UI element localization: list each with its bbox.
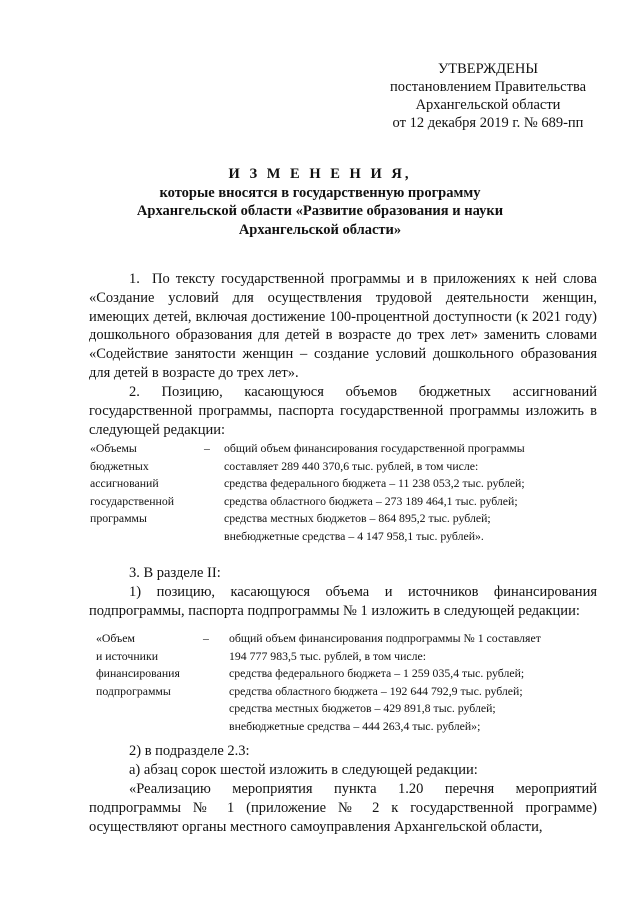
approval-line-2: постановлением Правительства bbox=[389, 79, 587, 95]
heading-caps: И З М Е Н Е Н И Я, bbox=[228, 166, 412, 182]
budget-table-values bbox=[224, 440, 594, 545]
value-line: составляет 289 440 370,6 тыс. рублей, в том числе: bbox=[224, 458, 479, 473]
budget-table-label bbox=[90, 440, 200, 528]
value-line: 194 777 983,5 тыс. рублей, в том числе: bbox=[229, 648, 427, 663]
item-1-number: 1. bbox=[129, 271, 140, 287]
item-3-sub-a bbox=[89, 761, 597, 780]
approval-title: УТВЕРЖДЕНЫ bbox=[437, 61, 539, 77]
item-1-text: По тексту государственной программы и в приложениях к ней слова «Создание условий для осуществления трудовой деятельности женщин, имеющих детей, включая достижение 100-процентной доступности (к 2021 году) дошкольного образования для детей в возрасте до трех лет» заменить словами «Содействие занятости женщин – создание условий дошкольного образования для детей в возрасте до трех лет». bbox=[89, 271, 597, 381]
value-line: средства федерального бюджета – 11 238 053,2 тыс. рублей; bbox=[224, 476, 525, 490]
value-line: средства местных бюджетов – 429 891,8 тыс. рублей; bbox=[229, 701, 496, 715]
item-3-sub-1 bbox=[89, 583, 597, 621]
label-line: подпрограммы bbox=[96, 683, 171, 698]
approval-block bbox=[370, 60, 606, 132]
label-line: бюджетных bbox=[90, 458, 149, 473]
item-3-sub-2-text: 2) в подразделе 2.3: bbox=[129, 743, 250, 759]
subprogram-table-dash: – bbox=[203, 631, 209, 645]
value-line: общий объем финансирования государственной программы bbox=[224, 441, 525, 455]
item-3-quote-text: «Реализацию мероприятия пункта 1.20 перечня мероприятий подпрограммы № 1 (приложение № 2 к государственной программе) осуществляют органы местного самоуправления Архангельской области, bbox=[89, 781, 597, 835]
label-line: и источники bbox=[96, 648, 159, 663]
value-line: средства областного бюджета – 273 189 464,1 тыс. рублей; bbox=[224, 493, 518, 508]
approval-line-3: Архангельской области bbox=[415, 97, 561, 113]
document-heading bbox=[60, 165, 580, 239]
approval-date: от 12 декабря 2019 г. № 689-пп bbox=[392, 115, 584, 131]
label-line: финансирования bbox=[96, 666, 180, 680]
heading-line-4: Архангельской области» bbox=[238, 221, 402, 238]
subprogram-table-label bbox=[96, 630, 206, 700]
item-1-paragraph bbox=[89, 270, 597, 383]
label-line: «Объем bbox=[96, 631, 135, 645]
value-line: внебюджетные средства – 4 147 958,1 тыс. рублей». bbox=[224, 528, 484, 543]
item-2-paragraph bbox=[89, 383, 597, 439]
item-3-sub-2 bbox=[89, 742, 597, 761]
value-line: общий объем финансирования подпрограммы № 1 составляет bbox=[229, 631, 541, 645]
heading-line-2: которые вносятся в государственную программу bbox=[159, 184, 481, 201]
subprogram-table bbox=[96, 630, 596, 740]
item-3-heading bbox=[89, 564, 597, 583]
item-2-text: 2. Позицию, касающуюся объемов бюджетных ассигнований государственной программы, паспорта государственной программы изложить в следующей редакции: bbox=[89, 384, 597, 438]
value-line: средства федерального бюджета – 1 259 035,4 тыс. рублей; bbox=[229, 666, 525, 680]
label-line: «Объемы bbox=[90, 441, 137, 455]
item-3-sub-1-text: 1) позицию, касающуюся объема и источников финансирования подпрограммы, паспорта подпрограммы № 1 изложить в следующей редакции: bbox=[89, 584, 597, 619]
label-line: ассигнований bbox=[90, 476, 159, 490]
budget-table-dash: – bbox=[204, 441, 210, 455]
label-line: государственной bbox=[90, 493, 175, 508]
item-3-heading-text: 3. В разделе II: bbox=[129, 565, 221, 581]
value-line: средства местных бюджетов – 864 895,2 тыс. рублей; bbox=[224, 511, 491, 525]
label-line: программы bbox=[90, 511, 147, 525]
item-3-quote bbox=[89, 780, 597, 836]
item-3-sub-a-text: а) абзац сорок шестой изложить в следующей редакции: bbox=[129, 762, 478, 778]
heading-line-3: Архангельской области «Развитие образования и науки bbox=[136, 203, 504, 219]
value-line: средства областного бюджета – 192 644 792,9 тыс. рублей; bbox=[229, 683, 523, 698]
value-line: внебюджетные средства – 444 263,4 тыс. рублей»; bbox=[229, 718, 481, 733]
subprogram-table-values bbox=[229, 630, 599, 735]
budget-table bbox=[90, 440, 590, 550]
